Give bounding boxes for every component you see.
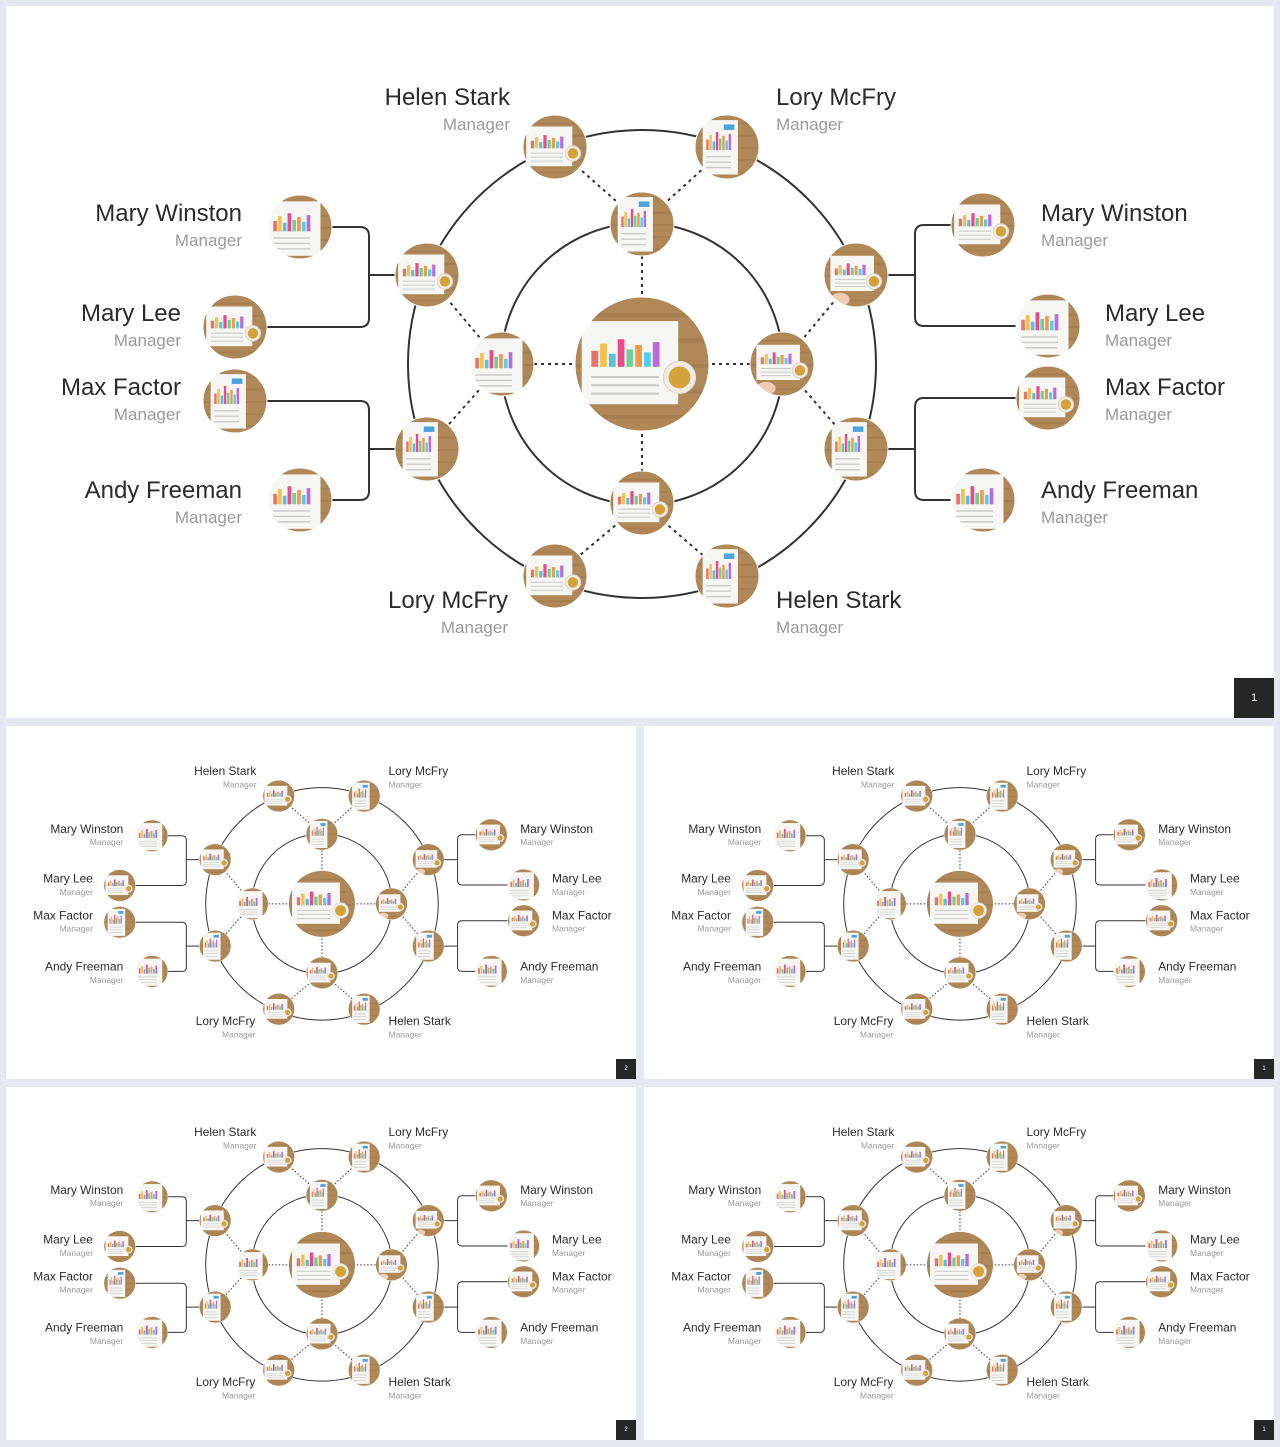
photo-leaf-right-2: [1016, 294, 1080, 358]
photo-outer-left-upper: [199, 844, 231, 876]
slide-content: [644, 1087, 1274, 1440]
person-role: Manager: [776, 618, 844, 637]
person-role: Manager: [697, 924, 731, 934]
person-name: Mary Winston: [50, 822, 124, 836]
slide-thumb-2[interactable]: [644, 726, 1274, 1079]
person-role: Manager: [59, 1248, 93, 1258]
photo-leaf-right-3: [508, 905, 540, 937]
photo-leaf-right-1: [1113, 1180, 1145, 1212]
person-role: Manager: [388, 1391, 422, 1401]
person-role: Manager: [551, 924, 586, 934]
photo-outer-left-upper: [395, 243, 459, 307]
page-number: 1: [1254, 1420, 1274, 1440]
person-name: Lory McFry: [195, 1375, 256, 1390]
person-role: Manager: [223, 780, 257, 790]
person-name: Mary Lee: [1189, 1233, 1240, 1247]
person-role: Manager: [222, 1391, 256, 1401]
person-name: Lory McFry: [388, 764, 449, 779]
person-role: Manager: [388, 1030, 422, 1040]
photo-leaf-right-4: [1113, 956, 1145, 988]
person-role: Manager: [697, 887, 731, 897]
photo-outer-top-left: [263, 1141, 295, 1173]
person-role: Manager: [727, 1198, 762, 1209]
slide-content: [6, 726, 636, 1079]
photo-leaf-left-1: [774, 820, 806, 852]
person-name: Andy Freeman: [45, 959, 124, 974]
person-name: Andy Freeman: [1158, 959, 1237, 974]
person-role: Manager: [223, 1141, 257, 1151]
photo-outer-left-upper: [199, 1205, 231, 1237]
photo-leaf-left-4: [774, 956, 806, 988]
photo-outer-bottom-left: [523, 544, 587, 608]
photo-outer-top-right: [986, 780, 1018, 812]
photo-leaf-right-1: [1113, 819, 1145, 851]
person-name: Max Factor: [33, 1269, 93, 1284]
photo-outer-left-upper: [837, 844, 869, 876]
person-name: Mary Winston: [50, 1183, 124, 1197]
person-name: Mary Lee: [551, 1233, 602, 1247]
slide-thumb-4[interactable]: [644, 1087, 1274, 1440]
person-name: Mary Winston: [95, 200, 242, 227]
photo-inner-right: [1014, 888, 1046, 920]
person-name: Mary Winston: [1158, 1183, 1232, 1197]
photo-inner-right: [1014, 1249, 1046, 1281]
photo-leaf-left-2: [742, 870, 774, 902]
person-name: Max Factor: [671, 908, 731, 923]
person-role: Manager: [1189, 1285, 1224, 1295]
photo-leaf-left-4: [268, 468, 332, 532]
person-name: Max Factor: [33, 908, 93, 923]
photo-outer-right-upper: [1050, 1205, 1082, 1237]
person-role: Manager: [222, 1030, 256, 1040]
cycle-diagram: [6, 726, 636, 1079]
person-name: Helen Stark: [1026, 1375, 1089, 1390]
person-role: Manager: [1158, 1198, 1192, 1209]
person-role: Manager: [1189, 1248, 1224, 1258]
photo-outer-right-lower: [412, 930, 444, 962]
person-name: Max Factor: [1105, 374, 1226, 401]
slide-content: [644, 726, 1274, 1079]
person-name: Andy Freeman: [683, 1320, 762, 1335]
photo-leaf-left-4: [774, 1317, 806, 1349]
person-name: Mary Lee: [681, 1233, 731, 1247]
person-role: Manager: [174, 508, 242, 527]
person-role: Manager: [1041, 231, 1109, 250]
slide-thumb-3[interactable]: [6, 1087, 636, 1440]
photo-leaf-right-2: [508, 869, 540, 901]
person-role: Manager: [1158, 975, 1192, 985]
person-role: Manager: [388, 1141, 422, 1151]
photo-center: [289, 1232, 356, 1299]
person-name: Helen Stark: [776, 587, 902, 614]
photo-outer-top-left: [901, 780, 933, 812]
person-role: Manager: [727, 837, 762, 848]
person-role: Manager: [1158, 1336, 1192, 1346]
person-name: Mary Lee: [1105, 300, 1206, 327]
page-number: 1: [1254, 1059, 1274, 1079]
person-role: Manager: [727, 1336, 762, 1346]
person-role: Manager: [727, 975, 762, 985]
person-name: Max Factor: [60, 374, 181, 401]
photo-outer-bottom-right: [986, 993, 1018, 1025]
photo-inner-top: [610, 192, 674, 256]
person-name: Helen Stark: [832, 1125, 895, 1140]
person-name: Mary Lee: [43, 872, 93, 886]
person-role: Manager: [551, 1248, 586, 1258]
photo-leaf-left-1: [136, 1181, 168, 1213]
person-name: Mary Winston: [688, 822, 762, 836]
slide-content: [6, 1087, 636, 1440]
photo-inner-bottom: [306, 957, 338, 989]
person-name: Max Factor: [1189, 908, 1250, 923]
person-name: Andy Freeman: [520, 1320, 599, 1335]
person-role: Manager: [860, 1391, 894, 1401]
page-number: 2: [616, 1420, 636, 1440]
slide-thumb-1[interactable]: [6, 726, 636, 1079]
person-role: Manager: [861, 1141, 895, 1151]
photo-outer-bottom-left: [901, 1354, 933, 1386]
photo-outer-right-upper: [412, 1205, 444, 1237]
person-name: Max Factor: [671, 1269, 731, 1284]
photo-outer-right-lower: [1050, 930, 1082, 962]
page-number: 2: [616, 1059, 636, 1079]
photo-center: [927, 871, 994, 938]
photo-outer-right-lower: [824, 417, 888, 481]
person-name: Lory McFry: [833, 1375, 894, 1390]
photo-inner-left: [237, 888, 269, 920]
photo-inner-left: [470, 332, 534, 396]
photo-outer-right-upper: [824, 243, 888, 307]
person-role: Manager: [1189, 924, 1224, 934]
person-name: Max Factor: [551, 908, 612, 923]
person-role: Manager: [1026, 1141, 1060, 1151]
photo-leaf-left-2: [104, 1231, 136, 1263]
photo-outer-left-lower: [395, 417, 459, 481]
photo-outer-left-lower: [199, 930, 231, 962]
person-role: Manager: [442, 115, 510, 134]
photo-leaf-right-4: [475, 1317, 507, 1349]
person-name: Andy Freeman: [683, 959, 762, 974]
photo-inner-top: [944, 818, 976, 850]
photo-leaf-left-4: [136, 956, 168, 988]
person-role: Manager: [1026, 780, 1060, 790]
photo-leaf-right-3: [1016, 366, 1080, 430]
photo-leaf-right-1: [475, 1180, 507, 1212]
photo-outer-bottom-left: [263, 993, 295, 1025]
photo-outer-left-upper: [837, 1205, 869, 1237]
person-name: Helen Stark: [388, 1375, 451, 1390]
photo-leaf-left-3: [203, 369, 267, 433]
person-role: Manager: [174, 231, 242, 250]
cycle-diagram: [644, 1087, 1274, 1440]
photo-leaf-left-3: [742, 906, 774, 938]
person-name: Helen Stark: [194, 764, 257, 779]
photo-leaf-left-2: [104, 870, 136, 902]
person-name: Mary Lee: [43, 1233, 93, 1247]
photo-leaf-right-1: [475, 819, 507, 851]
person-role: Manager: [89, 1198, 124, 1209]
person-name: Max Factor: [1189, 1269, 1250, 1284]
person-role: Manager: [1158, 837, 1192, 848]
person-role: Manager: [89, 1336, 124, 1346]
photo-outer-top-right: [348, 780, 380, 812]
person-role: Manager: [1041, 508, 1109, 527]
photo-leaf-right-2: [508, 1230, 540, 1262]
photo-inner-left: [237, 1249, 269, 1281]
photo-leaf-right-2: [1146, 1230, 1178, 1262]
person-role: Manager: [520, 1198, 554, 1209]
person-name: Lory McFry: [1026, 1125, 1087, 1140]
photo-outer-top-left: [263, 780, 295, 812]
photo-leaf-right-3: [1146, 905, 1178, 937]
person-name: Lory McFry: [776, 84, 896, 111]
photo-outer-left-lower: [837, 1291, 869, 1323]
photo-inner-right: [750, 332, 814, 396]
photo-outer-top-right: [986, 1141, 1018, 1173]
photo-outer-top-left: [523, 115, 587, 179]
person-name: Andy Freeman: [520, 959, 599, 974]
photo-leaf-right-4: [1113, 1317, 1145, 1349]
person-name: Mary Winston: [520, 1183, 594, 1197]
photo-leaf-right-4: [475, 956, 507, 988]
person-role: Manager: [697, 1285, 731, 1295]
person-role: Manager: [1026, 1030, 1060, 1040]
person-role: Manager: [1026, 1391, 1060, 1401]
photo-outer-bottom-left: [263, 1354, 295, 1386]
person-name: Helen Stark: [384, 84, 510, 111]
person-role: Manager: [59, 1285, 93, 1295]
person-name: Helen Stark: [388, 1014, 451, 1029]
person-name: Mary Lee: [551, 872, 602, 886]
person-name: Andy Freeman: [1158, 1320, 1237, 1335]
page-number: 1: [1234, 678, 1274, 718]
person-name: Lory McFry: [833, 1014, 894, 1029]
person-name: Helen Stark: [832, 764, 895, 779]
photo-outer-right-lower: [1050, 1291, 1082, 1323]
photo-leaf-left-2: [742, 1231, 774, 1263]
person-role: Manager: [697, 1248, 731, 1258]
photo-inner-left: [875, 888, 907, 920]
person-name: Lory McFry: [388, 587, 508, 614]
person-role: Manager: [860, 1030, 894, 1040]
photo-leaf-right-2: [1146, 869, 1178, 901]
person-role: Manager: [1189, 887, 1224, 897]
person-name: Andy Freeman: [1041, 477, 1199, 504]
photo-inner-right: [376, 1249, 408, 1281]
photo-outer-bottom-right: [986, 1354, 1018, 1386]
photo-outer-top-right: [695, 115, 759, 179]
photo-center: [575, 297, 709, 431]
person-role: Manager: [89, 975, 124, 985]
person-name: Mary Winston: [688, 1183, 762, 1197]
photo-outer-bottom-right: [348, 1354, 380, 1386]
person-name: Mary Winston: [1158, 822, 1232, 836]
photo-center: [289, 871, 356, 938]
person-name: Max Factor: [551, 1269, 612, 1284]
photo-outer-left-lower: [199, 1291, 231, 1323]
photo-inner-left: [875, 1249, 907, 1281]
cycle-diagram: [6, 1087, 636, 1440]
photo-inner-bottom: [944, 957, 976, 989]
cycle-diagram: [6, 6, 1274, 718]
person-role: Manager: [776, 115, 844, 134]
photo-leaf-left-3: [742, 1267, 774, 1299]
photo-leaf-right-1: [951, 193, 1015, 257]
person-role: Manager: [520, 975, 554, 985]
photo-outer-bottom-left: [901, 993, 933, 1025]
photo-outer-bottom-right: [695, 544, 759, 608]
person-role: Manager: [551, 887, 586, 897]
cycle-diagram: [644, 726, 1274, 1079]
photo-inner-bottom: [610, 471, 674, 535]
person-role: Manager: [1105, 405, 1173, 424]
photo-leaf-right-3: [1146, 1266, 1178, 1298]
photo-leaf-left-3: [104, 1267, 136, 1299]
photo-inner-top: [306, 1179, 338, 1211]
photo-outer-right-lower: [412, 1291, 444, 1323]
photo-leaf-left-1: [774, 1181, 806, 1213]
photo-outer-right-upper: [1050, 844, 1082, 876]
person-role: Manager: [89, 837, 124, 848]
person-role: Manager: [59, 924, 93, 934]
person-name: Mary Lee: [80, 300, 181, 327]
person-name: Helen Stark: [1026, 1014, 1089, 1029]
person-name: Andy Freeman: [45, 1320, 124, 1335]
photo-inner-top: [944, 1179, 976, 1211]
person-name: Mary Lee: [1189, 872, 1240, 886]
photo-leaf-right-3: [508, 1266, 540, 1298]
slide-content: [6, 6, 1274, 718]
photo-outer-bottom-right: [348, 993, 380, 1025]
person-role: Manager: [1105, 331, 1173, 350]
person-name: Lory McFry: [388, 1125, 449, 1140]
photo-inner-right: [376, 888, 408, 920]
person-role: Manager: [861, 780, 895, 790]
person-name: Lory McFry: [1026, 764, 1087, 779]
photo-leaf-left-1: [136, 820, 168, 852]
photo-center: [927, 1232, 994, 1299]
photo-leaf-left-3: [104, 906, 136, 938]
photo-leaf-left-2: [203, 295, 267, 359]
person-name: Lory McFry: [195, 1014, 256, 1029]
person-role: Manager: [59, 887, 93, 897]
photo-inner-top: [306, 818, 338, 850]
slide-main: [6, 6, 1274, 718]
photo-leaf-left-1: [268, 195, 332, 259]
person-role: Manager: [388, 780, 422, 790]
person-name: Mary Lee: [681, 872, 731, 886]
photo-outer-left-lower: [837, 930, 869, 962]
person-name: Andy Freeman: [84, 477, 242, 504]
person-name: Mary Winston: [520, 822, 594, 836]
photo-leaf-left-4: [136, 1317, 168, 1349]
photo-outer-top-left: [901, 1141, 933, 1173]
photo-outer-right-upper: [412, 844, 444, 876]
photo-leaf-right-4: [951, 468, 1015, 532]
photo-outer-top-right: [348, 1141, 380, 1173]
person-role: Manager: [520, 837, 554, 848]
person-role: Manager: [551, 1285, 586, 1295]
person-role: Manager: [520, 1336, 554, 1346]
person-role: Manager: [113, 405, 181, 424]
person-name: Mary Winston: [1041, 200, 1188, 227]
photo-inner-bottom: [944, 1318, 976, 1350]
person-role: Manager: [113, 331, 181, 350]
photo-inner-bottom: [306, 1318, 338, 1350]
person-name: Helen Stark: [194, 1125, 257, 1140]
person-role: Manager: [440, 618, 508, 637]
